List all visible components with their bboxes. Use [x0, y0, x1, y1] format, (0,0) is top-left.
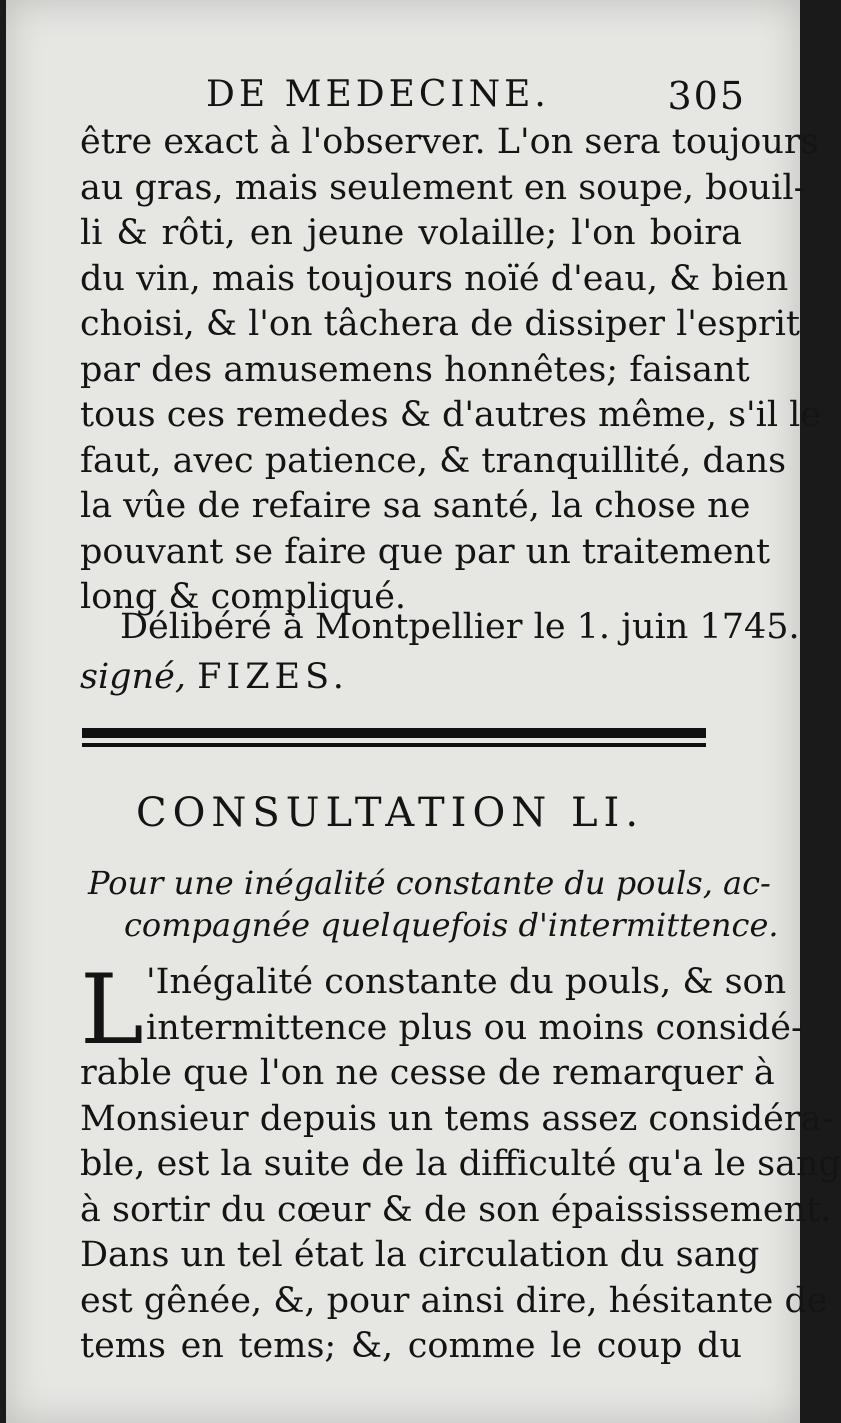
signed-by [80, 652, 742, 702]
paragraph-continuation [80, 120, 822, 621]
text-line: Monsieur depuis un tems assez considéra- [80, 1098, 834, 1139]
subtitle-line: Pour une inégalité constante du pouls, ac- [88, 864, 771, 902]
text-line: au gras, mais seulement en soupe, bouil- [80, 167, 806, 208]
text-line: tems en tems; &, comme le coup du [80, 1326, 742, 1366]
deliberation-date: Délibéré à Montpellier le 1. juin 1745. [120, 607, 800, 647]
signature-block [80, 602, 800, 702]
consultation-body [80, 954, 841, 1370]
page-header [206, 74, 746, 124]
text-line: tous ces remedes & d'autres même, s'il le [80, 395, 822, 435]
text-line: 'Inégalité constante du pouls, & son [146, 962, 787, 1002]
text-line: du vin, mais toujours noïé d'eau, & bien [80, 258, 789, 299]
text-line: faut, avec patience, & tranquillité, dans [80, 440, 787, 481]
consultation-subtitle [80, 862, 779, 946]
text-line: pouvant se faire que par un traitement [80, 531, 771, 572]
subtitle-line: compagnée quelquefois d'intermittence. [124, 906, 779, 944]
text-line: li & rôti, en jeune volaille; l'on boira [80, 213, 742, 253]
drop-cap: L [80, 954, 144, 1066]
section-divider-thin [82, 743, 706, 747]
text-line: est gênée, &, pour ainsi dire, hésitante de [80, 1280, 828, 1321]
consultation-title: CONSULTATION LI. [136, 790, 645, 836]
text-line: la vûe de refaire sa santé, la chose ne [80, 486, 751, 526]
running-title: DE MEDECINE. [206, 74, 550, 115]
text-line: ble, est la suite de la difficulté qu'a le sang [80, 1144, 841, 1184]
text-line: intermittence plus ou moins considé- [146, 1007, 803, 1048]
text-line: à sortir du cœur & de son épaississement. [80, 1189, 832, 1230]
book-page [6, 0, 841, 1423]
text-line: être exact à l'observer. L'on sera toujours [80, 122, 819, 162]
text-line: rable que l'on ne cesse de remarquer à [80, 1053, 775, 1093]
signed-label: signé, [80, 657, 186, 697]
text-line: Dans un tel état la circulation du sang [80, 1235, 760, 1275]
page-number: 305 [667, 74, 746, 118]
text-line: choisi, & l'on tâchera de dissiper l'esprit [80, 304, 800, 344]
text-line: par des amusemens honnêtes; faisant [80, 349, 750, 390]
text-line: long & compliqué. [80, 577, 407, 617]
author-name: FIZES. [197, 657, 349, 697]
section-divider-thick [82, 728, 706, 738]
